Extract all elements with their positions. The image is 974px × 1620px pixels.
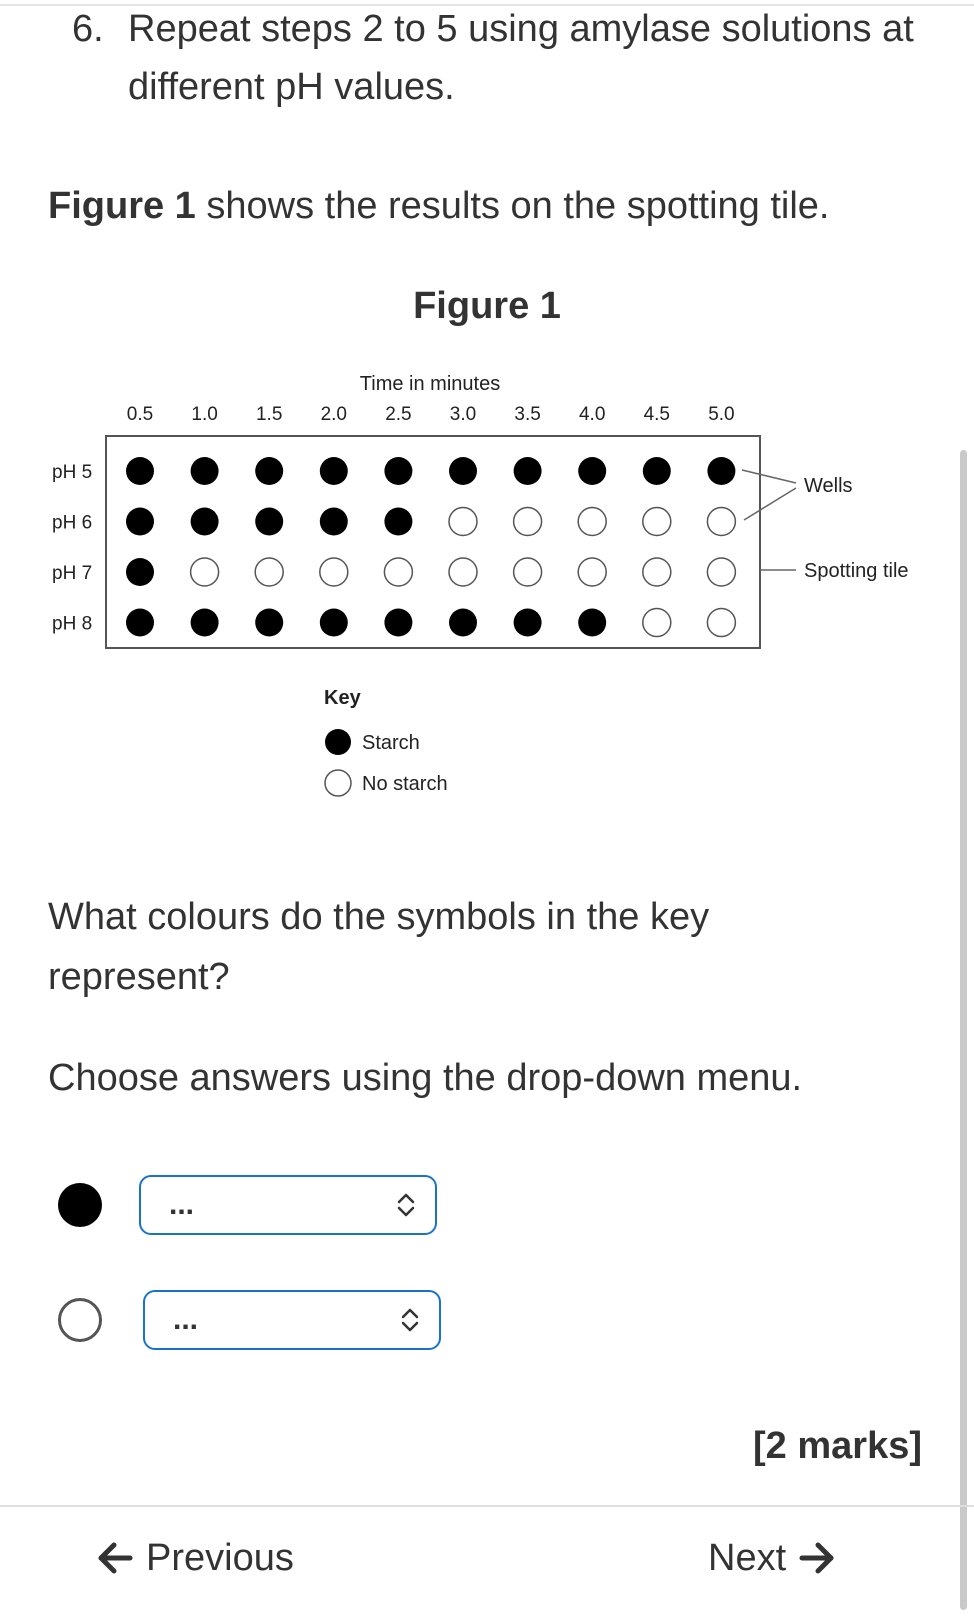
time-ticks <box>127 404 735 425</box>
well-starch <box>514 609 542 637</box>
figure-title: Figure 1 <box>413 285 561 327</box>
previous-label: Previous <box>146 1537 294 1579</box>
dropdown-caret-icon <box>395 1191 417 1219</box>
arrow-left-icon <box>96 1541 134 1575</box>
row-label: pH 8 <box>52 613 93 635</box>
row-labels <box>52 462 92 635</box>
time-tick-label: 1.0 <box>191 404 218 425</box>
well-starch <box>578 457 606 485</box>
well-starch <box>126 558 154 586</box>
well-starch <box>707 457 735 485</box>
well-no-starch <box>514 558 542 586</box>
well-no-starch <box>643 609 671 637</box>
spotting-tile-label: Spotting tile <box>804 560 909 582</box>
question-text: What colours do the symbols in the key represent? <box>48 896 710 998</box>
arrow-right-icon <box>798 1541 836 1575</box>
well-no-starch <box>255 558 283 586</box>
well-starch <box>191 508 219 536</box>
time-tick-label: 4.5 <box>643 404 671 425</box>
step-text: Repeat steps 2 to 5 using amylase solutions at different pH values. <box>128 8 914 108</box>
key-title: Key <box>324 687 361 709</box>
well-starch <box>449 609 477 637</box>
well-starch <box>384 609 412 637</box>
key-starch-icon <box>325 729 351 755</box>
footer-divider <box>0 1505 974 1507</box>
time-tick-label: 4.0 <box>578 404 606 425</box>
dropdown-caret-icon <box>399 1306 421 1334</box>
empty-circle-icon <box>58 1298 102 1342</box>
time-axis-label: Time in minutes <box>359 373 501 395</box>
answer-dropdown-filled-value: ... <box>169 1188 195 1221</box>
answer-dropdown-empty-value: ... <box>173 1303 199 1336</box>
well-starch <box>255 457 283 485</box>
time-tick-label: 0.5 <box>126 404 154 425</box>
previous-button[interactable] <box>96 1528 294 1588</box>
well-no-starch <box>320 558 348 586</box>
key-no-starch-icon <box>325 770 351 796</box>
well-starch <box>320 508 348 536</box>
well-no-starch <box>449 558 477 586</box>
time-tick-label: 2.5 <box>385 404 412 425</box>
wells-label: Wells <box>804 475 853 497</box>
well-no-starch <box>578 558 606 586</box>
well-no-starch <box>578 508 606 536</box>
well-starch <box>126 609 154 637</box>
well-no-starch <box>643 558 671 586</box>
well-no-starch <box>191 558 219 586</box>
key-no-starch-label: No starch <box>362 773 448 795</box>
next-label: Next <box>708 1537 787 1579</box>
instruction-text: Choose answers using the drop-down menu. <box>48 1057 803 1099</box>
well-starch <box>578 609 606 637</box>
well-no-starch <box>707 508 735 536</box>
well-starch <box>384 457 412 485</box>
well-starch <box>514 457 542 485</box>
figure-reference-rest: shows the results on the spotting tile. <box>195 185 830 227</box>
filled-circle-icon <box>58 1183 102 1227</box>
well-no-starch <box>449 508 477 536</box>
row-label: pH 6 <box>52 512 93 534</box>
well-starch <box>449 457 477 485</box>
time-tick-label: 3.0 <box>449 404 477 425</box>
row-label: pH 7 <box>52 563 93 584</box>
well-starch <box>191 609 219 637</box>
well-no-starch <box>707 558 735 586</box>
well-starch <box>255 609 283 637</box>
spotting-tile-figure <box>0 370 974 810</box>
time-tick-label: 3.5 <box>514 404 541 425</box>
key-starch-label: Starch <box>362 732 420 754</box>
figure-reference-bold: Figure 1 <box>48 185 196 227</box>
time-tick-label: 5.0 <box>708 404 735 425</box>
well-starch <box>384 508 412 536</box>
answer-dropdown-filled[interactable] <box>139 1175 437 1235</box>
figure-reference <box>48 178 830 234</box>
well-no-starch <box>514 508 542 536</box>
well-starch <box>126 457 154 485</box>
time-tick-label: 1.5 <box>255 404 283 425</box>
well-no-starch <box>643 508 671 536</box>
well-starch <box>320 609 348 637</box>
answer-dropdown-empty[interactable] <box>143 1290 441 1350</box>
row-label: pH 5 <box>52 462 93 483</box>
marks-label: [2 marks] <box>753 1425 922 1467</box>
well-starch <box>320 457 348 485</box>
well-starch <box>191 457 219 485</box>
next-button[interactable] <box>708 1528 836 1588</box>
well-no-starch <box>384 558 412 586</box>
step-number: 6. <box>72 8 104 50</box>
time-tick-label: 2.0 <box>320 404 348 425</box>
well-starch <box>643 457 671 485</box>
well-starch <box>255 508 283 536</box>
well-starch <box>126 508 154 536</box>
well-no-starch <box>707 609 735 637</box>
